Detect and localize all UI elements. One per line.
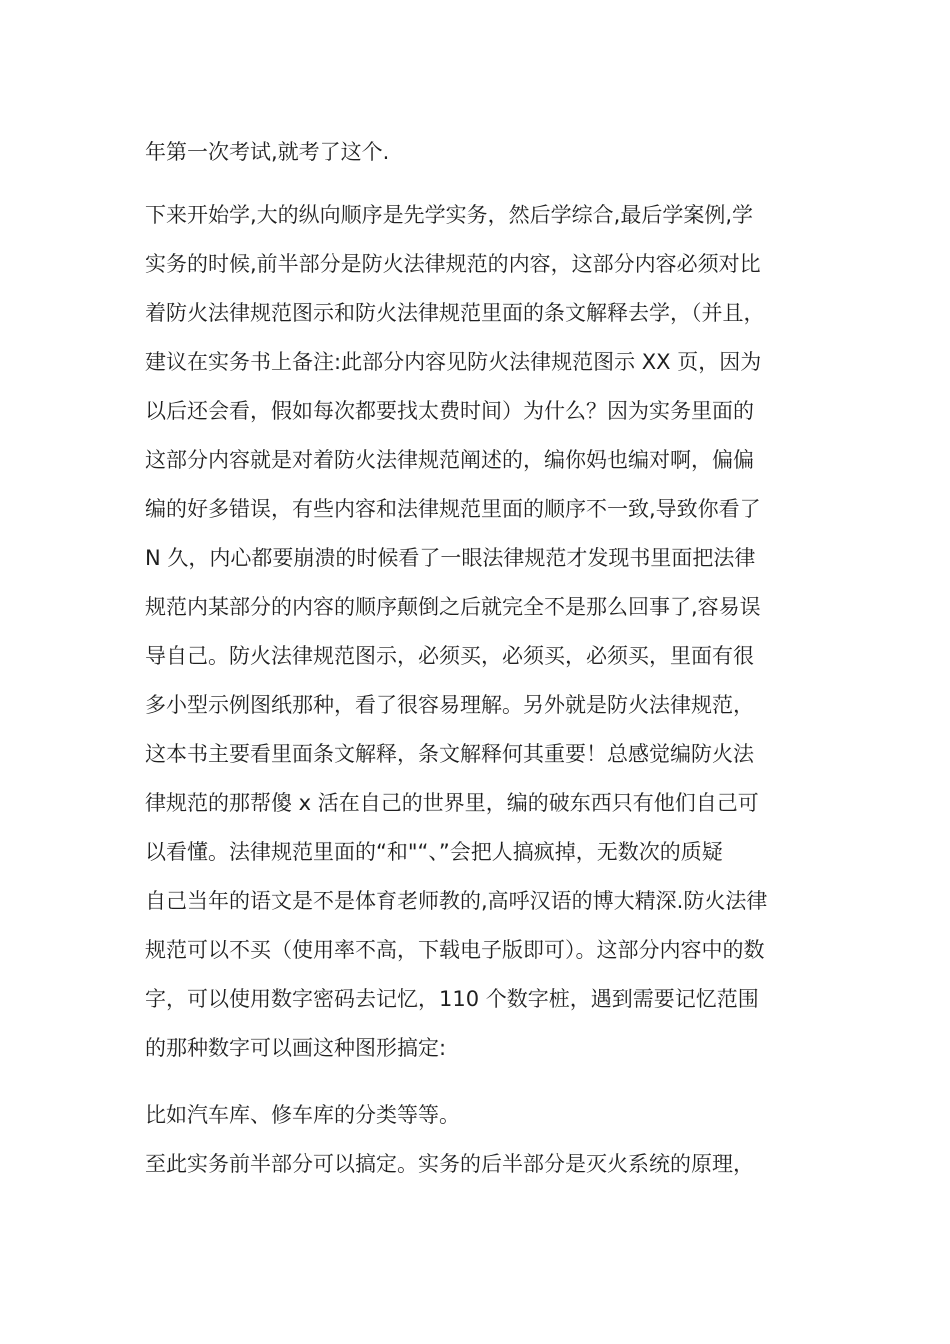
- text-line: 律规范的那帮傻 x 活在自己的世界里，编的破东西只有他们自己可: [145, 791, 759, 815]
- paragraph-conclusion: [145, 1140, 810, 1189]
- text-line: 以后还会看，假如每次都要找太费时间）为什么？因为实务里面的: [145, 399, 754, 423]
- text-line: 年第一次考试,就考了这个.: [145, 140, 390, 164]
- text-line: 多小型示例图纸那种，看了很容易理解。另外就是防火法律规范，: [145, 693, 754, 717]
- text-line: 下来开始学,大的纵向顺序是先学实务，然后学综合,最后学案例,学: [145, 203, 754, 227]
- text-line: 这本书主要看里面条文解释，条文解释何其重要！总感觉编防火法: [145, 742, 754, 766]
- text-line: 的那种数字可以画这种图形搞定:: [145, 1036, 447, 1060]
- text-line: 实务的时候,前半部分是防火法律规范的内容，这部分内容必须对比: [145, 252, 761, 276]
- text-line: 导自己。防火法律规范图示，必须买，必须买，必须买，里面有很: [145, 644, 754, 668]
- text-line: 编的好多错误，有些内容和法律规范里面的顺序不一致,导致你看了: [145, 497, 761, 521]
- text-line: N 久，内心都要崩溃的时候看了一眼法律规范才发现书里面把法律: [145, 546, 756, 570]
- text-line: 这部分内容就是对着防火法律规范阐述的，编你妈也编对啊，偏偏: [145, 448, 754, 472]
- paragraph-intro: [145, 128, 810, 177]
- text-line: 建议在实务书上备注:此部分内容见防火法律规范图示 XX 页，因为: [145, 350, 762, 374]
- paragraph-main: [145, 191, 810, 1073]
- text-line: 规范内某部分的内容的顺序颠倒之后就完全不是那么回事了,容易误: [145, 595, 761, 619]
- paragraph-example: [145, 1091, 810, 1140]
- text-line: 着防火法律规范图示和防火法律规范里面的条文解释去学，（并且，: [145, 301, 765, 325]
- text-line: 至此实务前半部分可以搞定。实务的后半部分是灭火系统的原理，: [145, 1152, 754, 1176]
- text-line: 字，可以使用数字密码去记忆，110 个数字桩，遇到需要记忆范围: [145, 987, 759, 1011]
- text-line: 以看懂。法律规范里面的“和"“、”会把人搞疯掉，无数次的质疑: [145, 840, 723, 864]
- text-line: 比如汽车库、修车库的分类等等。: [145, 1103, 460, 1127]
- text-line: 规范可以不买（使用率不高，下载电子版即可）。这部分内容中的数: [145, 938, 765, 962]
- text-line: 自己当年的语文是不是体育老师教的,高呼汉语的博大精深.防火法律: [145, 889, 768, 913]
